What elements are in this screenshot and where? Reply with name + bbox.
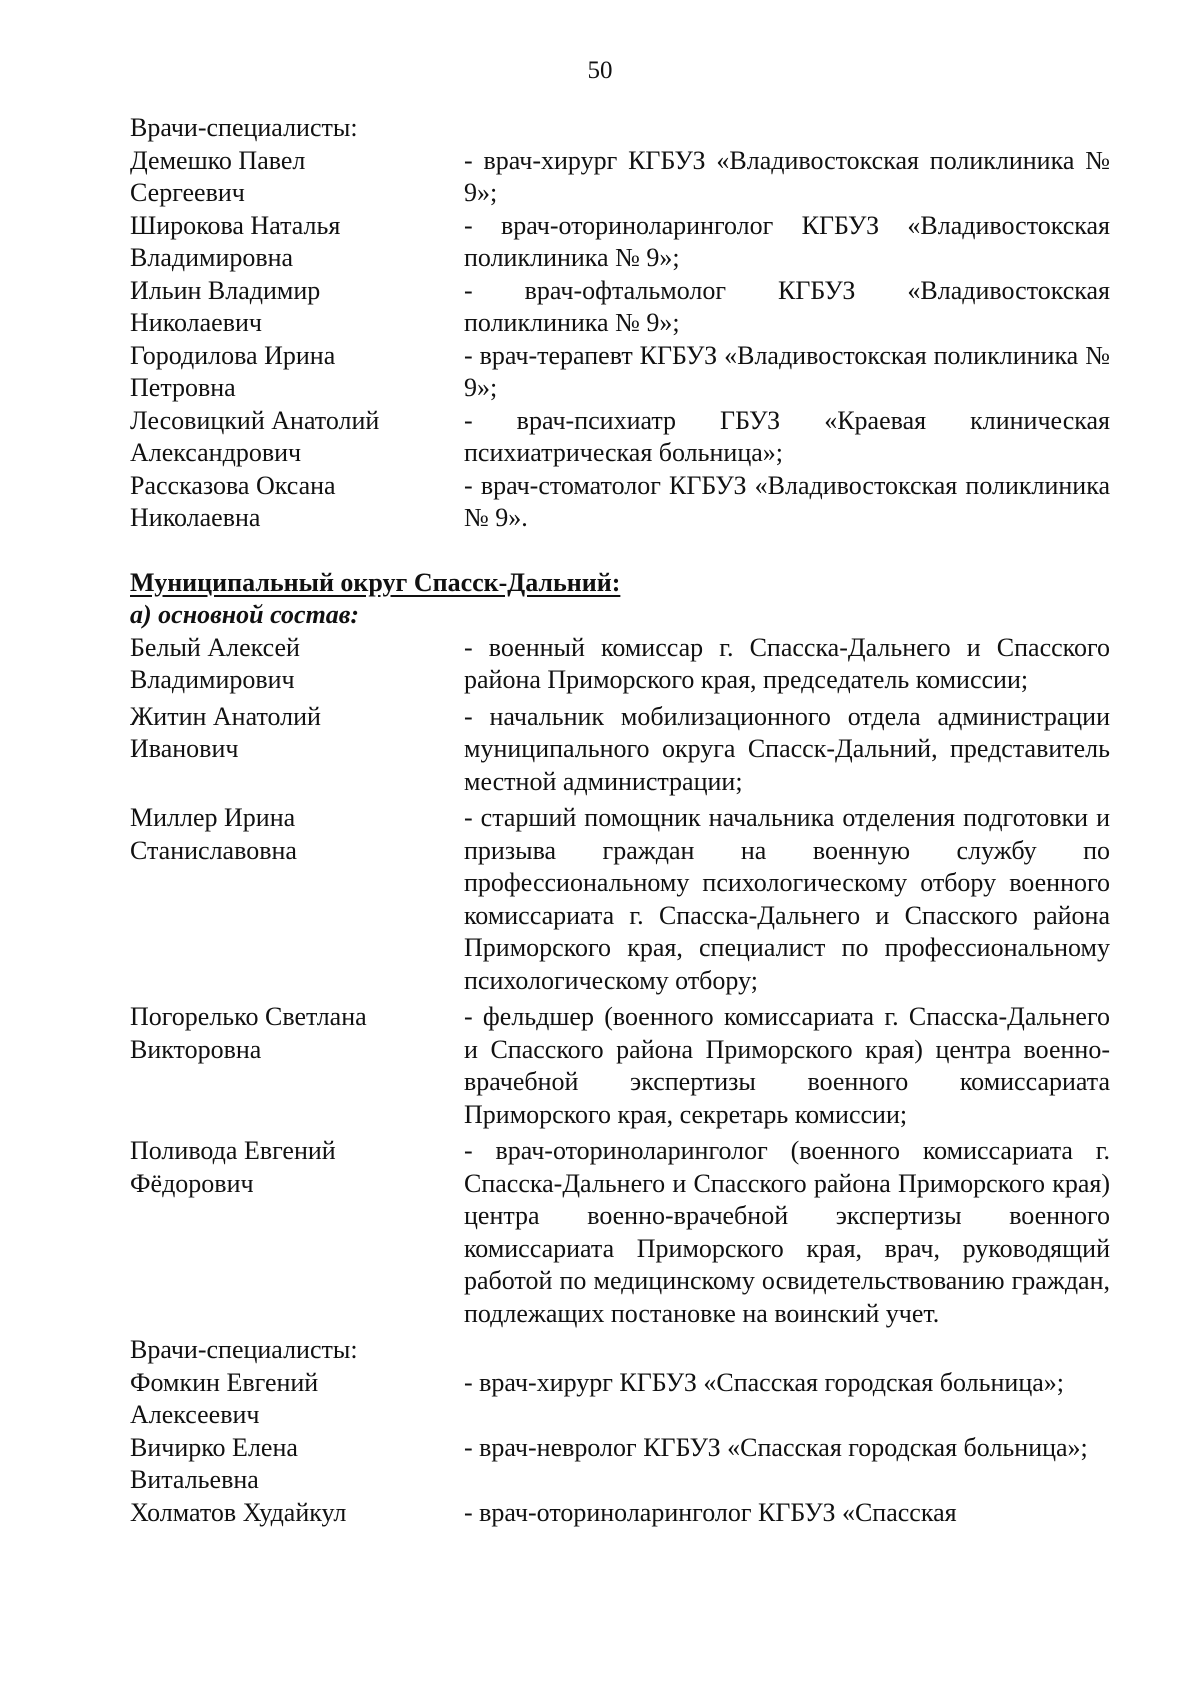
member-entry (130, 340, 1110, 405)
vladivostok-specialists-list (130, 145, 1110, 535)
member-role: - врач-терапевт КГБУЗ «Владивостокская поликлиника № 9»; (464, 340, 1110, 402)
specialists-heading: Врачи-специалисты: (130, 113, 358, 142)
member-entry (130, 1001, 1110, 1131)
document-body (130, 112, 1110, 1529)
member-name: Ильин Владимир Николаевич (130, 275, 321, 337)
member-role: - врач-хирург КГБУЗ «Спасская городская больница»; (464, 1367, 1064, 1397)
member-name: Поливода Евгений Фёдорович (130, 1136, 336, 1198)
member-name: Миллер Ирина Станиславовна (130, 803, 297, 865)
member-role: - врач-невролог КГБУЗ «Спасская городская больница»; (464, 1432, 1088, 1462)
main-members-list (130, 632, 1110, 1331)
member-entry (130, 1497, 1110, 1530)
member-entry (130, 275, 1110, 340)
member-name: Житин Анатолий Иванович (130, 701, 321, 763)
member-role: - врач-стоматолог КГБУЗ «Владивостокская поликлиника № 9». (464, 470, 1110, 532)
member-name: Широкова Наталья Владимировна (130, 210, 341, 272)
member-entry (130, 405, 1110, 470)
member-entry (130, 802, 1110, 997)
member-name: Рассказова Оксана Николаевна (130, 470, 336, 532)
member-role: - старший помощник начальника отделения подготовки и призыва граждан на военную службу по профессиональному психологическому отбору военного комиссариата г. Спасска-Дальнего и Спасского района Приморского края, специалист по профессиональному психологическому отбору; (464, 803, 1110, 995)
member-role: - врач-психиатр ГБУЗ «Краевая клиническая психиатрическая больница»; (464, 405, 1110, 467)
section-title: Муниципальный округ Спасск-Дальний: (130, 567, 621, 597)
member-role: - военный комиссар г. Спасска-Дальнего и Спасского района Приморского края, председатель комиссии; (464, 632, 1110, 694)
member-name: Вичирко Елена Витальевна (130, 1432, 298, 1494)
member-role: - врач-офтальмолог КГБУЗ «Владивостокская поликлиника № 9»; (464, 275, 1110, 337)
member-entry (130, 145, 1110, 210)
page-number: 50 (587, 57, 613, 84)
member-role: - врач-хирург КГБУЗ «Владивостокская поликлиника № 9»; (464, 145, 1110, 207)
specialists-heading: Врачи-специалисты: (130, 1335, 358, 1364)
member-role: - врач-оториноларинголог КГБУЗ «Спасская (464, 1497, 957, 1527)
member-entry (130, 210, 1110, 275)
section-subtitle: а) основной состав: (130, 600, 360, 629)
member-name: Лесовицкий Анатолий Александрович (130, 405, 380, 467)
member-name: Фомкин Евгений Алексеевич (130, 1367, 319, 1429)
member-entry (130, 1432, 1110, 1497)
member-entry (130, 1367, 1110, 1432)
member-role: - врач-оториноларинголог (военного комиссариата г. Спасска-Дальнего и Спасского района Приморского края) центра военно-врачебной экспертизы военного комиссариата Приморского края, врач, руководящий работой по медицинскому освидетельствованию граждан, подлежащих постановке на воинский учет. (464, 1136, 1110, 1328)
member-entry (130, 1135, 1110, 1330)
member-name: Демешко Павел Сергеевич (130, 145, 306, 207)
member-entry (130, 470, 1110, 535)
member-name: Белый Алексей Владимирович (130, 632, 300, 694)
member-entry (130, 632, 1110, 697)
member-role: - фельдшер (военного комиссариата г. Спасска-Дальнего и Спасского района Приморского края) центра военно-врачебной экспертизы военного комиссариата Приморского края, секретарь комиссии; (464, 1002, 1110, 1129)
member-name: Холматов Худайкул (130, 1497, 347, 1527)
spassk-specialists-list (130, 1367, 1110, 1530)
member-name: Городилова Ирина Петровна (130, 340, 336, 402)
member-entry (130, 701, 1110, 799)
member-name: Погорелько Светлана Викторовна (130, 1002, 367, 1064)
member-role: - начальник мобилизационного отдела администрации муниципального округа Спасск-Дальний, представитель местной администрации; (464, 701, 1110, 796)
member-role: - врач-оториноларинголог КГБУЗ «Владивостокская поликлиника № 9»; (464, 210, 1110, 272)
